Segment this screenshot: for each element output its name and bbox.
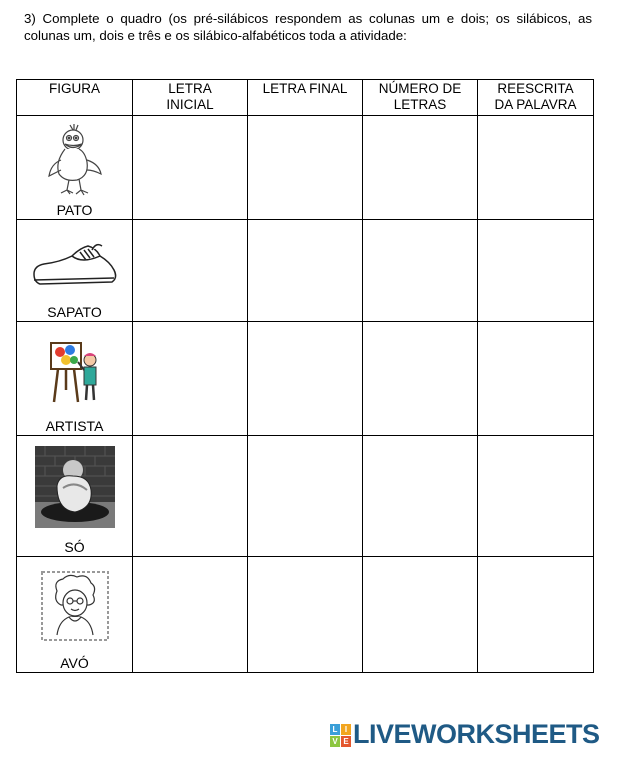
instructions-text: 3) Complete o quadro (os pré-silábicos respondem as colunas um e dois; os silábicos, as colunas um, dois e três e os silábico-alfabéticos toda a atividade: [24,11,592,43]
grandmother-icon [39,569,111,643]
table-row [17,116,594,220]
answer-cell-numero-de-letras[interactable] [363,220,478,322]
header-line: LETRA FINAL [262,81,348,96]
alone-child-icon [35,446,115,528]
worksheet-table [16,79,594,673]
liveworksheets-logo[interactable] [330,719,600,750]
header-letra-inicial [133,80,248,116]
table-row [17,557,594,673]
figure-word: AVÓ [60,655,89,671]
header-line: INICIAL [166,97,214,112]
answer-cell-numero-de-letras[interactable] [363,557,478,673]
answer-cell-letra-inicial[interactable] [133,557,248,673]
answer-cell-numero-de-letras[interactable] [363,436,478,557]
header-line: FIGURA [48,81,100,96]
logo-text: LIVEWORKSHEETS [353,719,600,749]
answer-cell-letra-inicial[interactable] [133,436,248,557]
header-letra-final [248,80,363,116]
artist-icon [48,340,102,404]
figure-word: SÓ [64,539,85,555]
header-row [17,80,594,116]
answer-cell-letra-final[interactable] [248,557,363,673]
answer-cell-letra-final[interactable] [248,220,363,322]
answer-cell-letra-inicial[interactable] [133,322,248,436]
table-row [17,322,594,436]
header-numero-de-letras [363,80,478,116]
figure-word: SAPATO [47,304,102,320]
header-line: NÚMERO DE [378,81,462,96]
shoe-icon [30,242,120,292]
figure-cell [17,322,133,436]
duck-icon [43,124,107,196]
table-row [17,436,594,557]
figure-word: ARTISTA [45,418,104,434]
answer-cell-letra-final[interactable] [248,116,363,220]
header-line: LETRA [168,81,212,96]
answer-cell-numero-de-letras[interactable] [363,322,478,436]
figure-cell [17,436,133,557]
header-line: REESCRITA [497,81,574,96]
header-line: DA PALAVRA [494,97,577,112]
logo-mark-icon: L I V E [330,724,350,746]
figure-cell [17,557,133,673]
answer-cell-reescrita[interactable] [478,116,594,220]
answer-cell-letra-final[interactable] [248,322,363,436]
answer-cell-letra-inicial[interactable] [133,116,248,220]
figure-cell [17,116,133,220]
table-row [17,220,594,322]
figure-word: PATO [56,202,93,218]
header-line: LETRAS [393,97,447,112]
answer-cell-reescrita[interactable] [478,436,594,557]
answer-cell-letra-inicial[interactable] [133,220,248,322]
header-reescrita [478,80,594,116]
answer-cell-reescrita[interactable] [478,557,594,673]
answer-cell-reescrita[interactable] [478,322,594,436]
header-figura [17,80,133,116]
answer-cell-numero-de-letras[interactable] [363,116,478,220]
answer-cell-reescrita[interactable] [478,220,594,322]
figure-cell [17,220,133,322]
answer-cell-letra-final[interactable] [248,436,363,557]
